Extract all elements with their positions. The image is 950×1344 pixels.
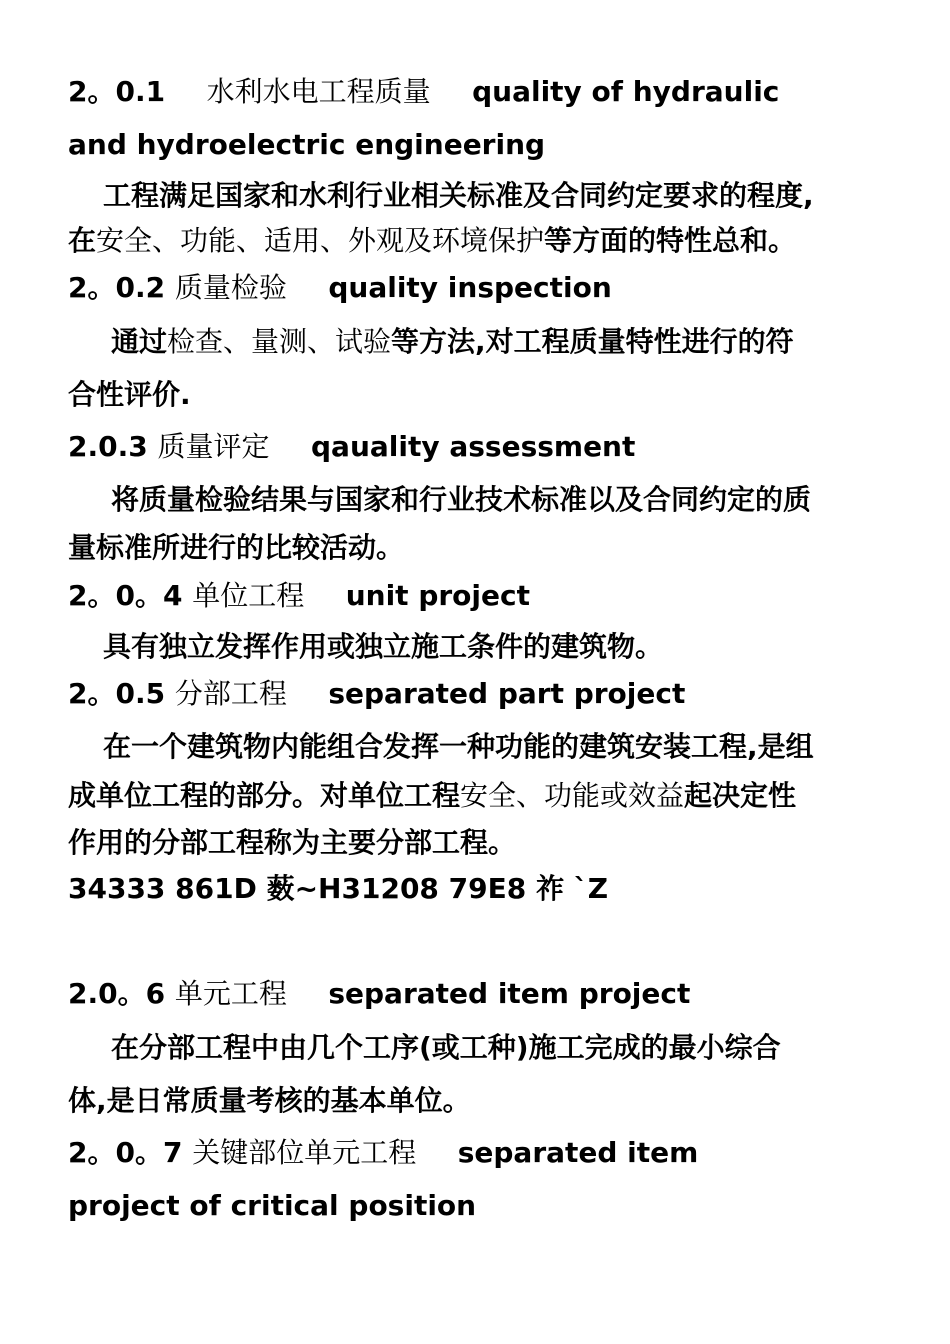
definition-text: 在一个建筑物内能组合发挥一种功能的建筑安装工程,是组 — [103, 730, 814, 763]
term-cn: 单位工程 — [192, 579, 305, 612]
term-cn: 质量检验 — [174, 271, 287, 304]
definition-text-normal: 安全、功能、适用、外观及环境保护 — [96, 224, 545, 257]
definition-text: 工程满足国家和水利行业相关标准及合同约定要求的程度, — [103, 179, 814, 212]
heading-2-0-7 — [68, 1135, 698, 1171]
term-en: separated item — [457, 1136, 699, 1169]
definition-text: 在 — [68, 224, 97, 257]
definition-text: 合性评价. — [68, 378, 191, 411]
heading-2-0-6 — [68, 976, 690, 1012]
definition-text: 起决定性 — [684, 779, 797, 812]
section-number: 2。0。7 — [68, 1136, 183, 1169]
section-number: 2。0.5 — [68, 677, 166, 710]
stray-text: 34333 861D 薮~H31208 79E8 祚 `Z — [68, 872, 609, 905]
definition-line — [68, 223, 796, 259]
definition-line — [103, 629, 663, 665]
section-number: 2。0.2 — [68, 271, 166, 304]
definition-line — [111, 324, 794, 360]
definition-text: 等方法,对工程质量特性进行的符 — [391, 325, 794, 358]
definition-line — [103, 178, 814, 214]
term-en-cont: project of critical position — [68, 1189, 477, 1222]
heading-2-0-2 — [68, 270, 612, 306]
term-en: separated part project — [328, 677, 686, 710]
definition-text-normal: 安全、功能或效益 — [460, 779, 685, 812]
definition-text: 成单位工程的部分。对单位工程 — [68, 779, 461, 812]
heading-2-0-5 — [68, 676, 685, 712]
definition-text: 等方面的特性总和。 — [544, 224, 797, 257]
stray-text-line — [68, 871, 608, 907]
definition-text: 通过 — [111, 325, 168, 358]
term-en-cont: and hydroelectric engineering — [68, 128, 546, 161]
term-en: quality inspection — [328, 271, 612, 304]
definition-line — [111, 1030, 781, 1066]
section-number: 2.0.3 — [68, 430, 148, 463]
heading-2-0-3 — [68, 429, 635, 465]
definition-line — [103, 729, 814, 765]
definition-text: 量标准所进行的比较活动。 — [68, 531, 405, 564]
term-en: qauality assessment — [311, 430, 636, 463]
definition-line — [68, 1083, 471, 1119]
definition-line — [68, 530, 404, 566]
term-cn: 水利水电工程质量 — [206, 75, 431, 108]
definition-text: 具有独立发挥作用或独立施工条件的建筑物。 — [103, 630, 664, 663]
term-cn: 质量评定 — [157, 430, 270, 463]
definition-line — [111, 482, 811, 518]
heading-2-0-1 — [68, 74, 779, 110]
definition-text: 体,是日常质量考核的基本单位。 — [68, 1084, 471, 1117]
definition-line — [68, 377, 191, 413]
term-cn: 分部工程 — [174, 677, 287, 710]
term-en: separated item project — [328, 977, 691, 1010]
definition-text: 作用的分部工程称为主要分部工程。 — [68, 826, 517, 859]
definition-text: 将质量检验结果与国家和行业技术标准以及合同约定的质 — [111, 483, 812, 516]
heading-2-0-4 — [68, 578, 530, 614]
definition-line — [68, 825, 516, 861]
heading-2-0-7-cont — [68, 1188, 476, 1224]
definition-line — [68, 778, 796, 814]
section-number: 2。0。4 — [68, 579, 183, 612]
term-en: unit project — [345, 579, 530, 612]
heading-2-0-1-cont — [68, 127, 545, 163]
section-number: 2。0.1 — [68, 75, 166, 108]
definition-text-normal: 检查、量测、试验 — [167, 325, 392, 358]
section-number: 2.0。6 — [68, 977, 166, 1010]
definition-text: 在分部工程中由几个工序(或工种)施工完成的最小综合 — [111, 1031, 781, 1064]
term-cn: 关键部位单元工程 — [192, 1136, 417, 1169]
term-cn: 单元工程 — [174, 977, 287, 1010]
term-en: quality of hydraulic — [472, 75, 780, 108]
